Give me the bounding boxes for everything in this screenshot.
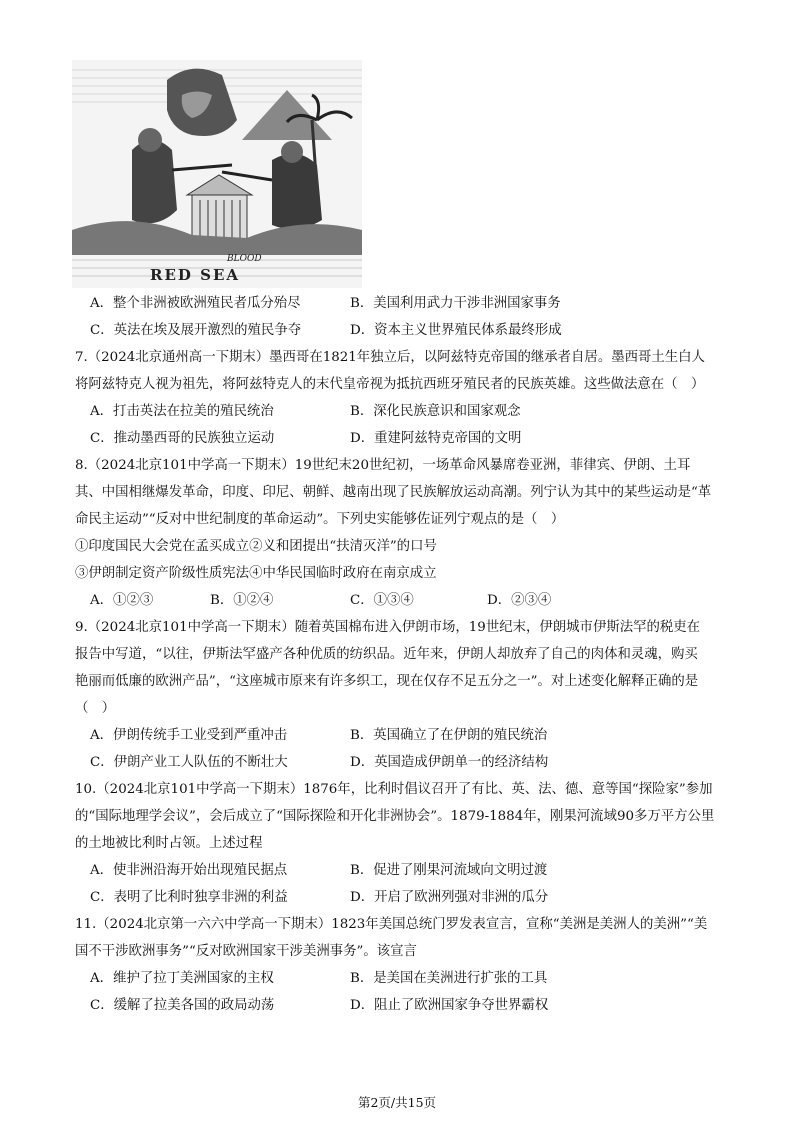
q8-option-d: D．②③④ [487, 593, 552, 608]
q7-option-c: C．推动墨西哥的民族独立运动 [90, 431, 275, 446]
q7-stem-line-1: 7.（2024北京通州高一下期末）墨西哥在1821年独立后，以阿兹特克帝国的继承者自居。墨西哥土生白人 [75, 350, 705, 365]
q9-stem-line-2: 报告中写道，“以往，伊斯法罕盛产各种优质的纺织品。近年来，伊朗人却放弃了自己的肉体和灵魂，购买 [75, 647, 698, 662]
q9-option-c: C．伊朗产业工人队伍的不断壮大 [90, 755, 288, 770]
q7-option-d: D．重建阿兹特克帝国的文明 [350, 431, 522, 446]
q9-stem-line-3: 艳丽而低廉的欧洲产品”，“这座城市原来有许多织工，现在仅存不足五分之一”。对上述变化解释正确的是 [75, 674, 699, 689]
q11-option-d: D．阻止了欧洲国家争夺世界霸权 [350, 998, 549, 1013]
q9-stem-line-4: （ ） [75, 701, 116, 716]
q11-stem-line-1: 11.（2024北京第一六六中学高一下期末）1823年美国总统门罗发表宣言，宣称“美洲是美洲人的美洲”“美 [75, 917, 708, 932]
q8-stem-line-3: 命民主运动”“反对中世纪制度的革命运动”。下列史实能够佐证列宁观点的是（ ） [75, 512, 565, 527]
q8-option-c: C．①③④ [350, 593, 414, 608]
q11-option-b: B．是美国在美洲进行扩张的工具 [350, 971, 548, 986]
q8-stem-line-2: 其、中国相继爆发革命，印度、印尼、朝鲜、越南出现了民族解放运动高潮。列宁认为其中的某些运动是“革 [75, 485, 712, 500]
q10-option-c: C．表明了比利时独享非洲的利益 [90, 890, 288, 905]
q8-statement-line-2: ③伊朗制定资产阶级性质宪法④中华民国临时政府在南京成立 [75, 566, 437, 581]
q7-option-b: B．深化民族意识和国家观念 [350, 404, 521, 419]
cartoon-caption-bottom: RED SEA [150, 266, 241, 284]
q7-stem-line-2: 将阿兹特克人视为祖先，将阿兹特克人的末代皇帝视为抵抗西班牙殖民者的民族英雄。这些做法意在（ ） [75, 377, 705, 392]
q10-stem-line-1: 10.（2024北京101中学高一下期末）1876年，比利时倡议召开了有比、英、法、德、意等国“探险家”参加 [75, 782, 713, 797]
q10-option-d: D．开启了欧洲列强对非洲的瓜分 [350, 890, 549, 905]
q6-option-a: A．整个非洲被欧洲殖民者瓜分殆尽 [90, 296, 301, 311]
q11-option-c: C．缓解了拉美各国的政局动荡 [90, 998, 275, 1013]
cartoon-caption-top: BLOOD [227, 254, 262, 264]
q11-stem-line-2: 国不干涉欧洲事务”“反对欧洲国家干涉美洲事务”。该宣言 [75, 944, 417, 959]
q8-option-b: B．①②④ [210, 593, 274, 608]
q10-stem-line-2: 的“国际地理学会议”，会后成立了“国际探险和开化非洲协会”。1879-1884年，刚果河流域90多万平方公里 [75, 809, 715, 824]
q9-stem-line-1: 9.（2024北京101中学高一下期末）随着英国棉布进入伊朗市场，19世纪末，伊朗城市伊斯法罕的税吏在 [75, 620, 701, 635]
q8-statement-line-1: ①印度国民大会党在孟买成立②义和团提出“扶清灭洋”的口号 [75, 539, 437, 554]
q6-option-c: C．英法在埃及展开激烈的殖民争夺 [90, 323, 302, 338]
q9-option-b: B．英国确立了在伊朗的殖民统治 [350, 728, 548, 743]
q6-option-b: B．美国利用武力干涉非洲国家事务 [350, 296, 561, 311]
political-cartoon-image [72, 60, 362, 288]
q9-option-d: D．英国造成伊朗单一的经济结构 [350, 755, 549, 770]
q11-option-a: A．维护了拉丁美洲国家的主权 [90, 971, 274, 986]
page-number: 第2页/共15页 [357, 1095, 437, 1110]
q10-option-b: B．促进了刚果河流域向文明过渡 [350, 863, 548, 878]
q7-option-a: A．打击英法在拉美的殖民统治 [90, 404, 274, 419]
q8-stem-line-1: 8.（2024北京101中学高一下期末）19世纪末20世纪初，一场革命风暴席卷亚洲，菲律宾、伊朗、土耳 [75, 458, 691, 473]
q10-option-a: A．使非洲沿海开始出现殖民据点 [90, 863, 288, 878]
q8-option-a: A．①②③ [90, 593, 154, 608]
q10-stem-line-3: 的土地被比利时占领。上述过程 [75, 836, 263, 851]
q9-option-a: A．伊朗传统手工业受到严重冲击 [90, 728, 288, 743]
q6-option-d: D．资本主义世界殖民体系最终形成 [350, 323, 562, 338]
